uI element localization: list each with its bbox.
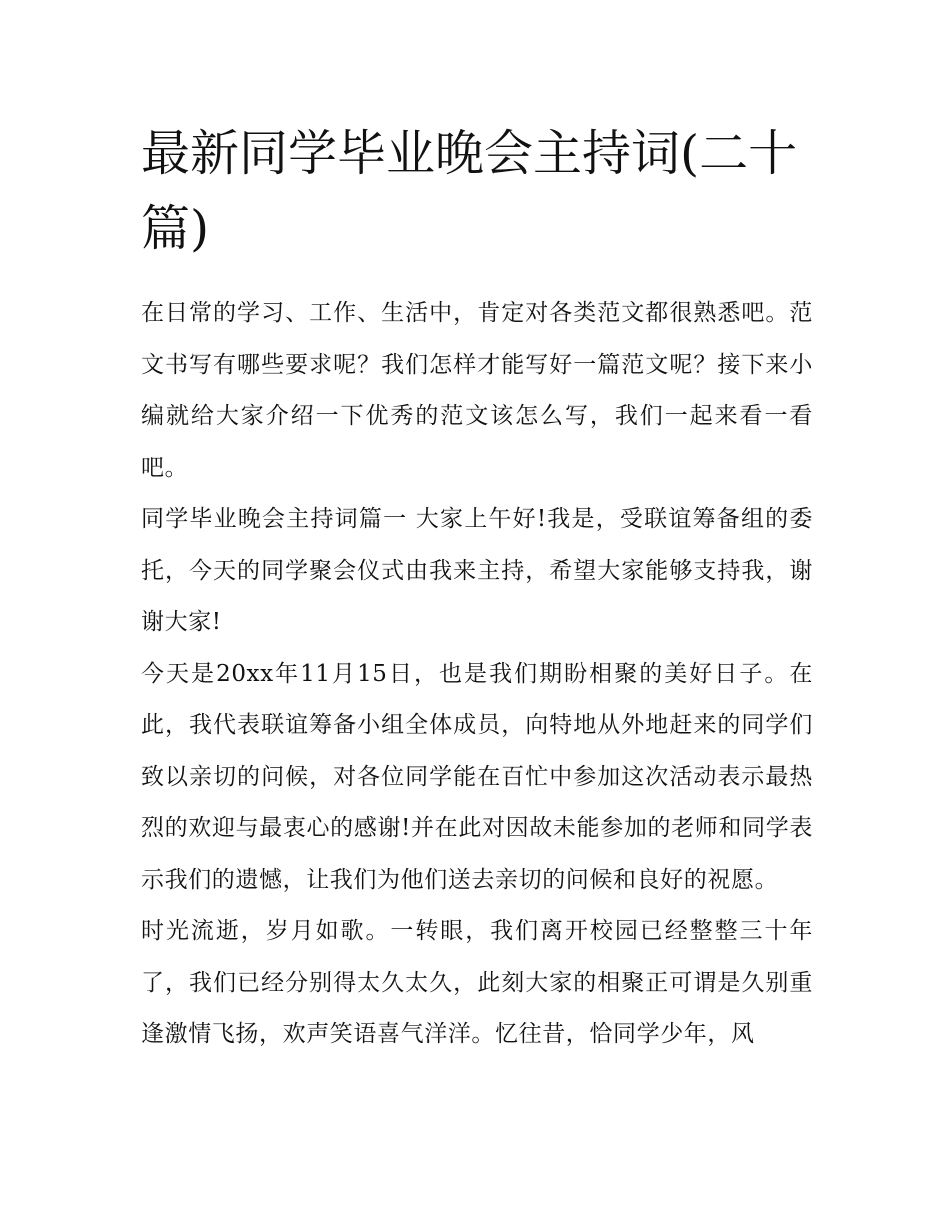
document-title: 最新同学毕业晚会主持词(二十篇): [141, 125, 798, 257]
intro-paragraph: 在日常的学习、工作、生活中，肯定对各类范文都很熟悉吧。范文书写有哪些要求呢？我们怎样才能写好一篇范文呢？接下来小编就给大家介绍一下优秀的范文该怎么写，我们一起来看一看吧。: [141, 300, 813, 481]
greeting-paragraph: 同学毕业晚会主持词篇一 大家上午好!我是，受联谊筹备组的委托，今天的同学聚会仪式由我来主持，希望大家能够支持我，谢谢大家!: [141, 506, 813, 635]
reminiscence-paragraph: 时光流逝，岁月如歌。一转眼，我们离开校园已经整整三十年了，我们已经分别得太久太久，此刻大家的相聚正可谓是久别重逢激情飞扬，欢声笑语喜气洋洋。忆往昔，恰同学少年，风: [141, 918, 813, 1047]
document-content: [141, 116, 813, 1061]
welcome-paragraph: 今天是20xx年11月15日，也是我们期盼相聚的美好日子。在此，我代表联谊筹备小组全体成员，向特地从外地赶来的同学们致以亲切的问候，对各位同学能在百忙中参加这次活动表示最热烈的欢迎与最衷心的感谢!并在此对因故未能参加的老师和同学表示我们的遗憾，让我们为他们送去亲切的问候和良好的祝愿。: [141, 660, 813, 893]
